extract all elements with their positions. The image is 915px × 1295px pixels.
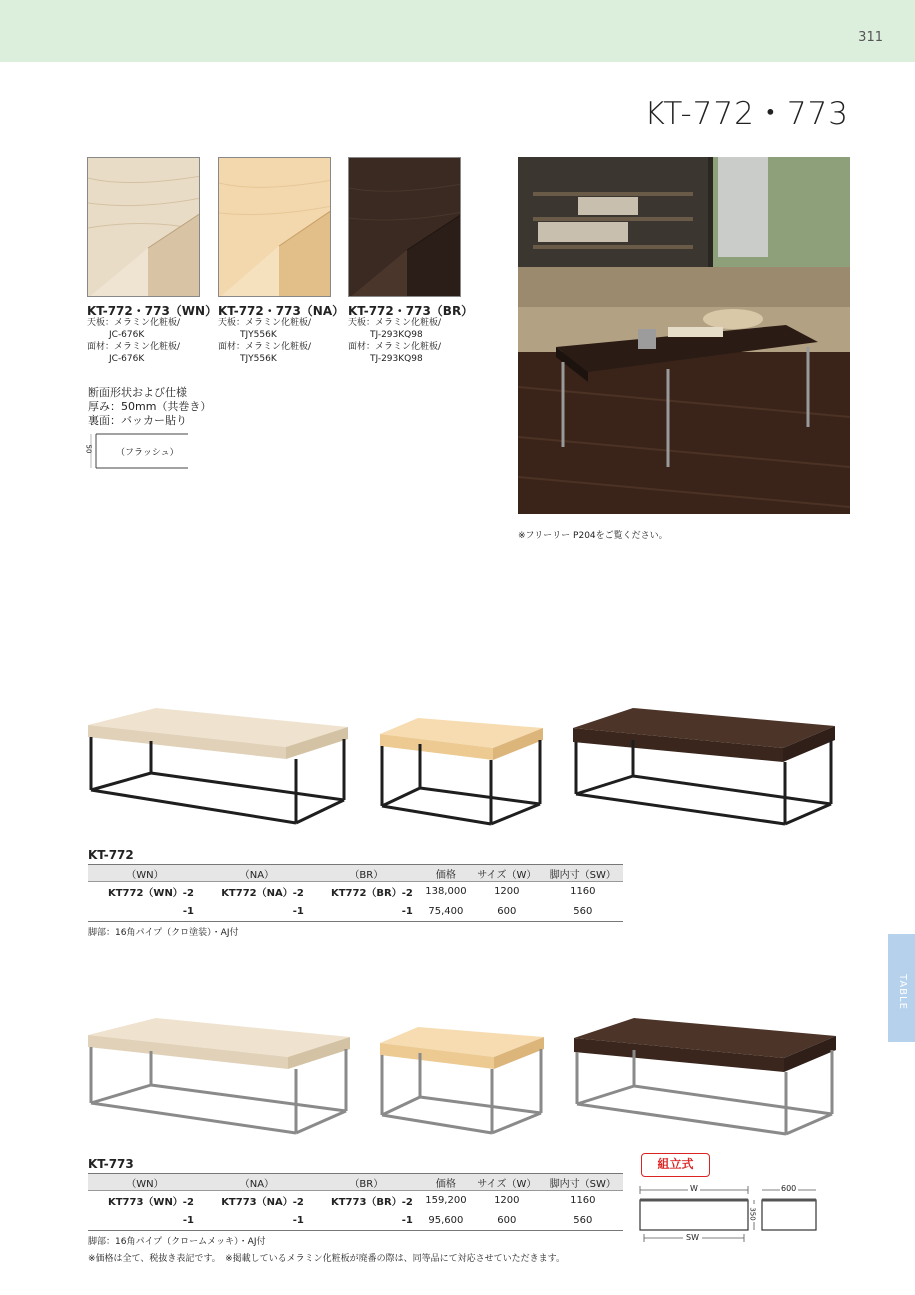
dim-h: 350 — [748, 1207, 757, 1221]
page-number: 311 — [858, 30, 883, 45]
swatch-na-label: KT-772・773（NA） — [218, 304, 345, 318]
kt772-label: KT-772 — [88, 848, 134, 862]
swatch-br-spec: 天板：メラミン化粧板/ TJ-293KQ98 面材：メラミン化粧板/ TJ-293KQ98 — [348, 318, 442, 364]
table-row: KT773（WN）-2 KT773（NA）-2 KT773（BR）-2 159,200 1200 1160 — [107, 1195, 596, 1209]
col-na: （NA） — [202, 1174, 312, 1191]
swatch-wn-label: KT-772・773（WN） — [87, 304, 218, 318]
table-row: -1 -1 -1 75,400 600 560 — [88, 902, 623, 922]
dimension-diagram — [638, 1184, 818, 1246]
swatch-wn-image — [87, 157, 200, 297]
side-tab-table[interactable]: TABLE — [888, 934, 915, 1042]
kt773-wn-image — [86, 1015, 352, 1141]
kt772-wn-image — [86, 705, 351, 831]
section-dim: 50 — [84, 444, 93, 454]
lounge-photo — [518, 157, 850, 514]
kt773-label: KT-773 — [88, 1157, 134, 1171]
page-title: KT-772・773 — [644, 96, 849, 132]
col-price: 価格 — [421, 865, 471, 882]
col-br: （BR） — [312, 865, 421, 882]
col-na: （NA） — [202, 865, 312, 882]
col-wn: （WN） — [88, 1174, 202, 1191]
kt773-br-image — [572, 1016, 838, 1142]
swatch-na-spec: 天板：メラミン化粧板/ TJY556K 面材：メラミン化粧板/ TJY556K — [218, 318, 312, 364]
col-inner: 脚内寸（SW） — [543, 1174, 623, 1191]
kt772-na-image — [378, 716, 545, 832]
kt772-table — [88, 864, 623, 922]
kt773-na-image — [378, 1025, 546, 1141]
kt772-note: 脚部：16角パイプ（クロ塗装）・AJ付 — [88, 928, 239, 938]
kt773-table — [88, 1173, 623, 1231]
col-br: （BR） — [312, 1174, 421, 1191]
footer-note: ※価格は全て、税抜き表記です。 ※掲載しているメラミン化粧板が廃番の際は、同等品にて対応させていただきます。 — [88, 1254, 565, 1264]
swatch-na-image — [218, 157, 331, 297]
table-row: -1 -1 -1 95,600 600 560 — [88, 1211, 623, 1231]
col-inner: 脚内寸（SW） — [543, 865, 623, 882]
col-size: サイズ（W） — [471, 1174, 543, 1191]
table-row: KT772（WN）-2 KT772（NA）-2 KT772（BR）-2 138,000 1200 1160 — [107, 886, 596, 900]
section-type: （フラッシュ） — [116, 448, 179, 458]
kt772-br-image — [571, 706, 837, 832]
swatch-br-label: KT-772・773（BR） — [348, 304, 474, 318]
assembly-badge: 組立式 — [641, 1153, 710, 1177]
col-price: 価格 — [421, 1174, 471, 1191]
dim-sw: SW — [686, 1233, 699, 1242]
kt773-note: 脚部：16角パイプ（クロームメッキ）・AJ付 — [88, 1237, 266, 1247]
swatch-br-image — [348, 157, 461, 297]
dim-d: 600 — [781, 1184, 797, 1193]
col-size: サイズ（W） — [471, 865, 543, 882]
section-spec: 断面形状および仕様 厚み：50mm（共巻き） 裏面：バッカー貼り — [88, 386, 212, 427]
photo-note: ※フリーリー P204をご覧ください。 — [518, 531, 668, 541]
swatch-wn-spec: 天板：メラミン化粧板/ JC-676K 面材：メラミン化粧板/ JC-676K — [87, 318, 181, 364]
col-wn: （WN） — [88, 865, 202, 882]
header-band — [0, 0, 915, 62]
section-diagram — [84, 432, 188, 472]
dim-w: W — [690, 1184, 698, 1193]
